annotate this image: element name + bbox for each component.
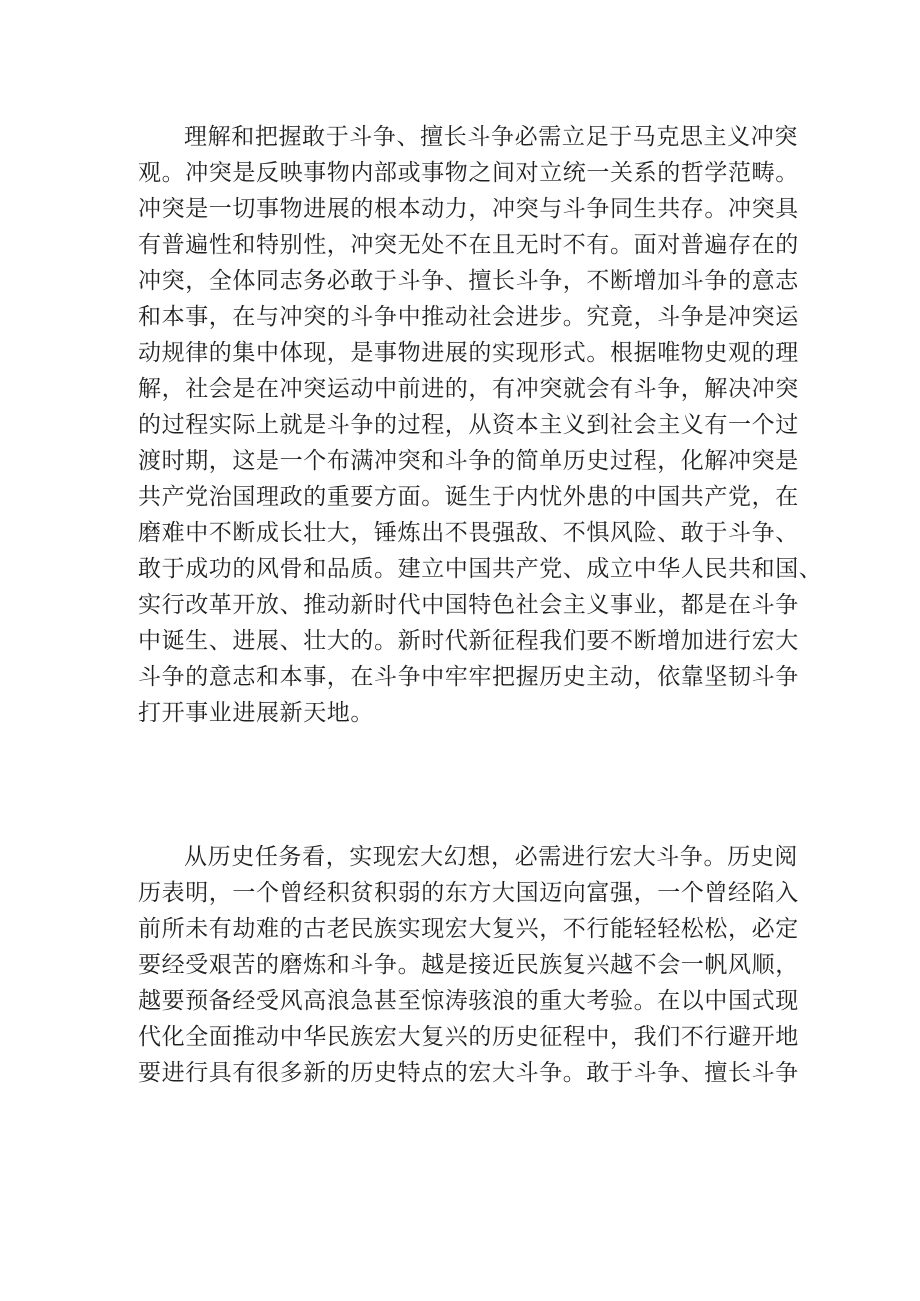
- text-line: 中诞生、进展、壮大的。新时代新征程我们要不断增加进行宏大: [138, 628, 799, 654]
- text-line: 有普遍性和特别性，冲突无处不在且无时不有。面对普遍存在的: [138, 232, 799, 258]
- text-line: 的过程实际上就是斗争的过程，从资本主义到社会主义有一个过: [138, 412, 799, 438]
- paragraph-2: [138, 839, 798, 1091]
- text-line: 历表明，一个曾经积贫积弱的东方大国迈向富强，一个曾经陷入: [138, 880, 799, 906]
- text-line: 动规律的集中体现，是事物进展的实现形式。根据唯物史观的理: [138, 340, 799, 366]
- text-line: 理解和把握敢于斗争、擅长斗争必需立足于马克思主义冲突: [184, 124, 798, 150]
- text-line: 冲突是一切事物进展的根本动力，冲突与斗争同生共存。冲突具: [138, 196, 799, 222]
- text-line: 实行改革开放、推动新时代中国特色社会主义事业，都是在斗争: [138, 592, 799, 618]
- text-line: 打开事业进展新天地。: [138, 700, 374, 726]
- text-line: 从历史任务看，实现宏大幻想，必需进行宏大斗争。历史阅: [184, 844, 798, 870]
- text-line: 代化全面推动中华民族宏大复兴的历史征程中，我们不行避开地: [138, 1024, 799, 1050]
- text-line: 和本事，在与冲突的斗争中推动社会进步。究竟，斗争是冲突运: [138, 304, 799, 330]
- text-line: 斗争的意志和本事，在斗争中牢牢把握历史主动，依靠坚韧斗争: [138, 664, 799, 690]
- text-line: 渡时期，这是一个布满冲突和斗争的简单历史过程，化解冲突是: [138, 448, 799, 474]
- paragraph-1: [138, 119, 823, 731]
- text-line: 要经受艰苦的磨炼和斗争。越是接近民族复兴越不会一帆风顺，: [138, 952, 799, 978]
- text-line: 要进行具有很多新的历史特点的宏大斗争。敢于斗争、擅长斗争: [138, 1060, 799, 1086]
- text-line: 冲突，全体同志务必敢于斗争、擅长斗争，不断增加斗争的意志: [138, 268, 799, 294]
- text-line: 磨难中不断成长壮大，锤炼出不畏强敌、不惧风险、敢于斗争、: [138, 520, 799, 546]
- text-line: 观。冲突是反映事物内部或事物之间对立统一关系的哲学范畴。: [138, 160, 799, 186]
- text-line: 前所未有劫难的古老民族实现宏大复兴，不行能轻轻松松，必定: [138, 916, 799, 942]
- text-line: 共产党治国理政的重要方面。诞生于内忧外患的中国共产党，在: [138, 484, 799, 510]
- text-line: 敢于成功的风骨和品质。建立中国共产党、成立中华人民共和国、: [138, 556, 823, 582]
- text-line: 越要预备经受风高浪急甚至惊涛骇浪的重大考验。在以中国式现: [138, 988, 799, 1014]
- text-line: 解，社会是在冲突运动中前进的，有冲突就会有斗争，解决冲突: [138, 376, 799, 402]
